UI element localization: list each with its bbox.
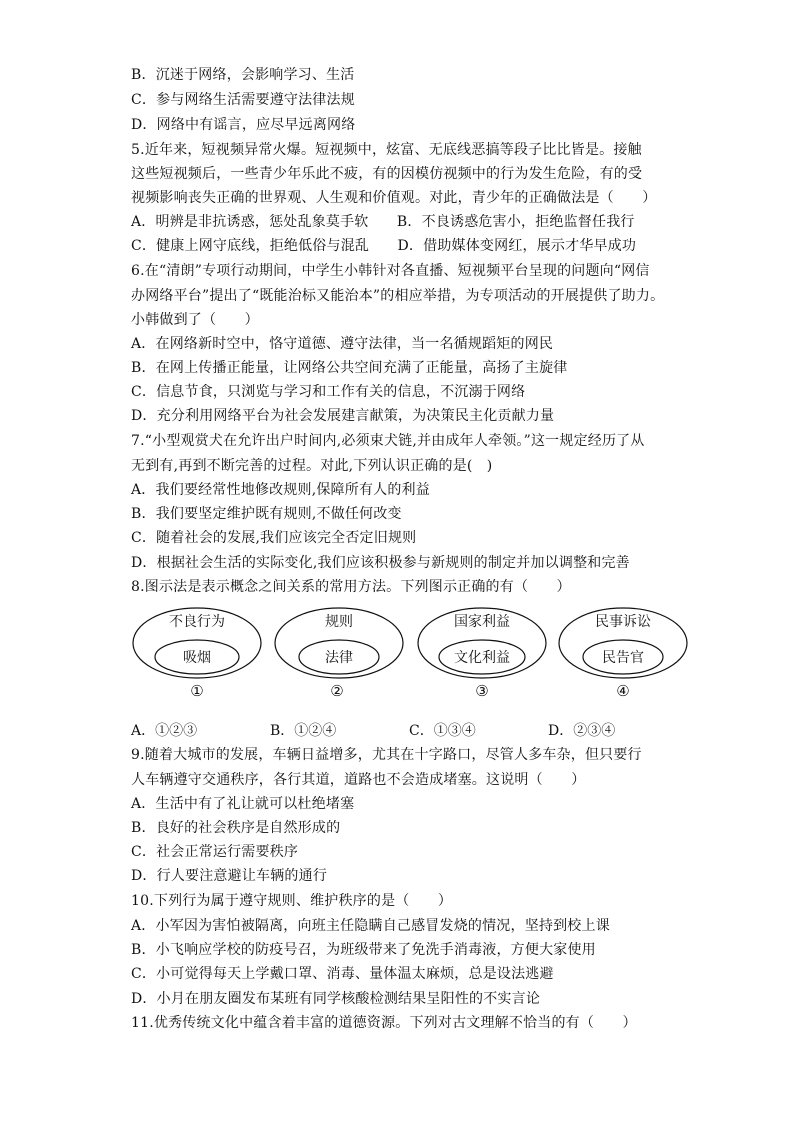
- q6-option-a: A．在网络新时空中，恪守道德、遵守法律，当一名循规蹈矩的网民: [131, 336, 554, 352]
- diagram-item-4: [559, 608, 687, 700]
- diagram-2-outer-label: 规则: [325, 614, 353, 630]
- q6-option-d: D．充分利用网络平台为社会发展建言献策，为决策民主化贡献力量: [131, 408, 555, 424]
- q6-option-b: B．在网上传播正能量，让网络公共空间充满了正能量，高扬了主旋律: [131, 360, 568, 376]
- q5-options-cd: C．健康上网守底线，拒绝低俗与混乱 D．借助媒体变网红，展示才华早成功: [131, 238, 637, 254]
- diagram-4-outer-label: 民事诉讼: [595, 614, 651, 630]
- q6-stem-line-3: 小韩做到了（ ）: [131, 312, 259, 328]
- q8-option-c: C．①③④: [409, 723, 476, 739]
- q8-option-d: D．②③④: [548, 723, 616, 739]
- q11-stem: 11.优秀传统文化中蕴含着丰富的道德资源。下列对古文理解不恰当的有（ ）: [131, 1015, 637, 1031]
- q5-options-ab: A．明辨是非抗诱惑，惩处乱象莫手软 B．不良诱惑危害小，拒绝监督任我行: [131, 214, 635, 230]
- q4-option-b: B．沉迷于网络，会影响学习、生活: [131, 67, 355, 83]
- q8-option-b: B．①②④: [270, 723, 337, 739]
- q5-stem-line-3: 视频影响丧失正确的世界观、人生观和价值观。对此，青少年的正确做法是（ ）: [131, 190, 657, 206]
- q7-option-d: D．根据社会生活的实际变化,我们应该积极参与新规则的制定并加以调整和完善: [131, 555, 630, 571]
- q7-option-c: C．随着社会的发展,我们应该完全否定旧规则: [131, 530, 417, 546]
- diagram-item-2: [275, 608, 403, 700]
- q9-option-d: D．行人要注意避让车辆的通行: [131, 868, 328, 884]
- q10-option-d: D．小月在朋友圈发布某班有同学核酸检测结果呈阳性的不实言论: [131, 991, 541, 1007]
- diagram-3-inner-label: 文化利益: [454, 650, 510, 666]
- diagram-4-inner-label: 民告官: [602, 650, 644, 666]
- diagram-item-1: [133, 608, 261, 700]
- q6-stem-line-1: 6.在“清朗”专项行动期间，中学生小韩针对各直播、短视频平台呈现的问题向“网信: [131, 263, 650, 279]
- q5-stem-line-1: 5.近年来，短视频异常火爆。短视频中，炫富、无底线恶搞等段子比比皆是。接触: [131, 142, 642, 158]
- q7-option-a: A．我们要经常性地修改规则,保障所有人的利益: [131, 482, 430, 498]
- q10-option-c: C．小可觉得每天上学戴口罩、消毒、量体温太麻烦，总是设法逃避: [131, 966, 554, 982]
- q5-stem-line-2: 这些短视频后，一些青少年乐此不疲，有的因模仿视频中的行为发生危险，有的受: [131, 166, 643, 182]
- concept-diagram: [131, 604, 691, 704]
- q8-stem: 8.图示法是表示概念之间关系的常用方法。下列图示正确的有（ ）: [131, 579, 571, 595]
- diagram-item-3: [418, 608, 546, 700]
- q9-option-a: A．生活中有了礼让就可以杜绝堵塞: [131, 796, 355, 812]
- q10-option-b: B．小飞响应学校的防疫号召，为班级带来了免洗手消毒液，方便大家使用: [131, 942, 596, 958]
- q9-option-c: C．社会正常运行需要秩序: [131, 844, 299, 860]
- q4-option-d: D．网络中有谣言，应尽早远离网络: [131, 117, 356, 133]
- diagram-1-inner-label: 吸烟: [183, 650, 211, 666]
- q9-option-b: B．良好的社会秩序是自然形成的: [131, 820, 341, 836]
- diagram-1-outer-label: 不良行为: [169, 614, 225, 630]
- diagram-3-outer-label: 国家利益: [454, 614, 510, 630]
- diagram-4-number: ④: [616, 682, 630, 700]
- q9-stem-line-1: 9.随着大城市的发展，车辆日益增多，尤其在十字路口，尽管人多车杂，但只要行: [131, 747, 642, 763]
- q9-stem-line-2: 人车辆遵守交通秩序，各行其道，道路也不会造成堵塞。这说明（ ）: [131, 772, 586, 788]
- q4-option-c: C．参与网络生活需要遵守法律法规: [131, 92, 355, 108]
- q7-option-b: B．我们要坚定维护既有规则,不做任何改变: [131, 506, 402, 522]
- q7-stem-line-1: 7.“小型观赏犬在允许出户时间内,必须束犬链,并由成年人牵领。”这一规定经历了从: [131, 433, 645, 449]
- q8-option-a: A．①②③: [131, 723, 198, 739]
- diagram-2-number: ②: [330, 682, 344, 700]
- q7-stem-line-2: 无到有,再到不断完善的过程。对此,下列认识正确的是( ): [131, 458, 493, 474]
- diagram-2-inner-label: 法律: [325, 650, 353, 666]
- q6-stem-line-2: 办网络平台”提出了“既能治标又能治本”的相应举措，为专项活动的开展提供了助力。: [131, 288, 665, 304]
- q10-stem: 10.下列行为属于遵守规则、维护秩序的是（ ）: [131, 893, 453, 909]
- q10-option-a: A．小军因为害怕被隔离，向班主任隐瞒自己感冒发烧的情况，坚持到校上课: [131, 918, 610, 934]
- diagram-1-number: ①: [190, 682, 204, 700]
- q6-option-c: C．信息节食，只浏览与学习和工作有关的信息，不沉溺于网络: [131, 384, 526, 400]
- diagram-3-number: ③: [475, 682, 489, 700]
